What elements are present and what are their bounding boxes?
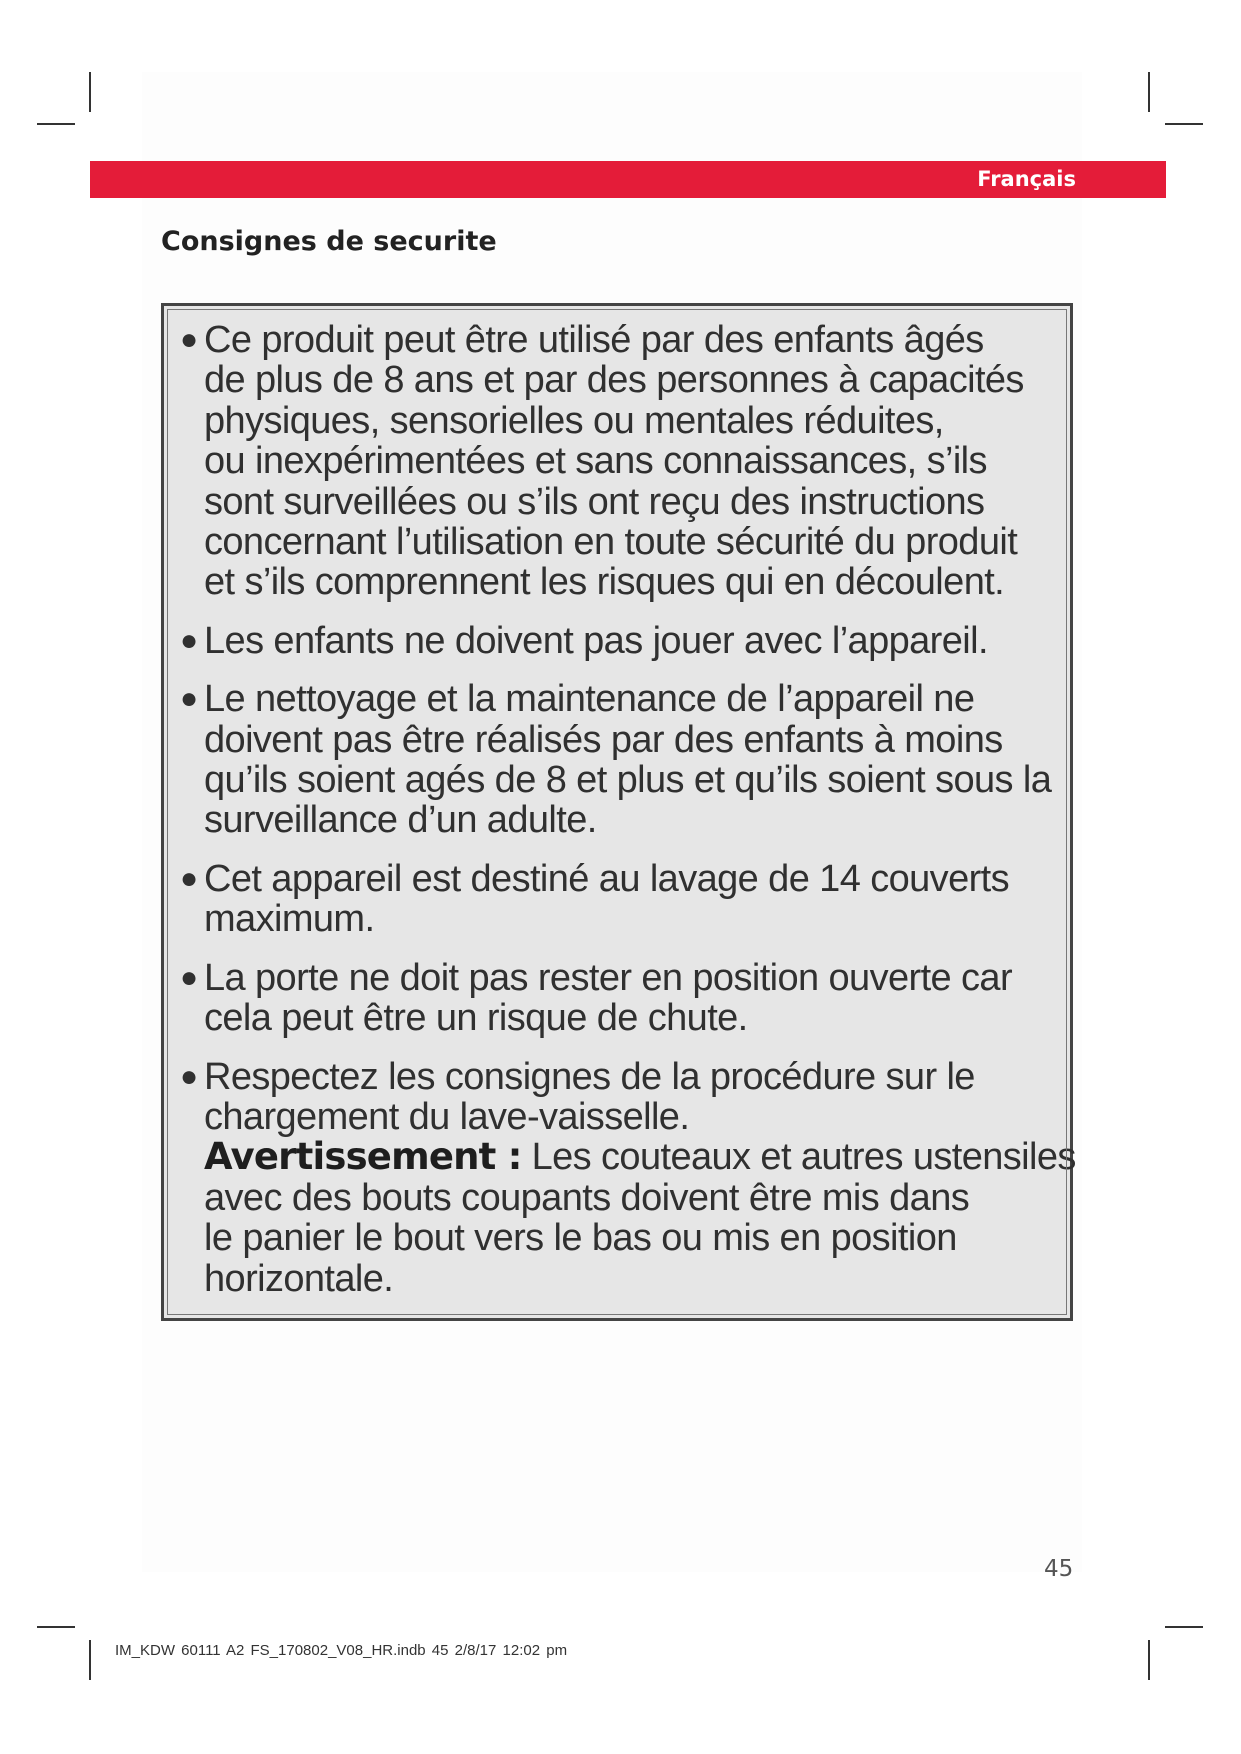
text-line: le panier le bout vers le bas ou mis en position — [204, 1217, 957, 1260]
section-title: Consignes de securite — [161, 226, 497, 257]
bullet-icon: ● — [180, 861, 198, 895]
text-line: qu’ils soient agés de 8 et plus et qu’ils soient sous la — [204, 759, 1052, 802]
warning-label: Avertissement : — [204, 1135, 522, 1179]
print-slug: IM_KDW 60111 A2 FS_170802_V08_HR.indb 45 2/8/17 12:02 pm — [115, 1642, 568, 1659]
crop-mark — [1165, 1626, 1203, 1628]
crop-mark — [1148, 1640, 1150, 1680]
bullet-icon: ● — [180, 623, 198, 657]
page-number: 45 — [1044, 1556, 1074, 1582]
crop-mark — [89, 1640, 91, 1680]
list-item — [180, 619, 1060, 662]
text-line: horizontale. — [204, 1257, 394, 1300]
list-item — [180, 1055, 1076, 1300]
text-line: physiques, sensorielles ou mentales réduites, — [204, 399, 944, 442]
list-item — [180, 857, 1060, 941]
list-item — [180, 956, 1060, 1040]
text-line: avec des bouts coupants doivent être mis dans — [204, 1176, 970, 1219]
warning-line — [204, 1135, 1076, 1179]
bullet-icon: ● — [180, 323, 198, 356]
text-line: chargement du lave-vaisselle. — [204, 1095, 690, 1138]
text-line: maximum. — [204, 898, 375, 941]
crop-mark — [37, 1626, 75, 1628]
list-item — [180, 319, 1060, 604]
language-label: Français — [977, 167, 1076, 191]
text-line: Cet appareil est destiné au lavage de 14 couverts — [204, 857, 1010, 900]
text-line: de plus de 8 ans et par des personnes à capacités — [204, 359, 1024, 402]
text-line: La porte ne doit pas rester en position ouverte car — [204, 956, 1013, 999]
text-line: et s’ils comprennent les risques qui en découlent. — [204, 561, 1005, 604]
crop-mark — [89, 72, 91, 112]
text-line: surveillance d’un adulte. — [204, 799, 597, 842]
crop-mark — [1165, 123, 1203, 125]
warning-text: Les couteaux et autres ustensiles — [521, 1136, 1076, 1179]
text-line: cela peut être un risque de chute. — [204, 997, 748, 1040]
text-line: Respectez les consignes de la procédure sur le — [204, 1055, 975, 1098]
text-line: doivent pas être réalisés par des enfants à moins — [204, 718, 1003, 761]
text-line: Le nettoyage et la maintenance de l’appareil ne — [204, 678, 975, 721]
text-line: Ce produit peut être utilisé par des enfants âgés — [204, 319, 984, 361]
list-item — [180, 678, 1060, 842]
text-line: Les enfants ne doivent pas jouer avec l’appareil. — [204, 619, 988, 662]
text-line: ou inexpérimentées et sans connaissances, s’ils — [204, 440, 987, 483]
language-header-bar — [90, 161, 1166, 198]
crop-mark — [37, 123, 75, 125]
crop-mark — [1148, 72, 1150, 112]
warning-list — [164, 306, 1076, 1300]
text-line: concernant l’utilisation en toute sécurité du produit — [204, 521, 1018, 564]
bullet-icon: ● — [180, 1059, 198, 1093]
safety-warning-box — [161, 303, 1076, 1321]
text-line: sont surveillées ou s’ils ont reçu des instructions — [204, 480, 985, 523]
bullet-icon: ● — [180, 682, 198, 716]
bullet-icon: ● — [180, 960, 198, 994]
